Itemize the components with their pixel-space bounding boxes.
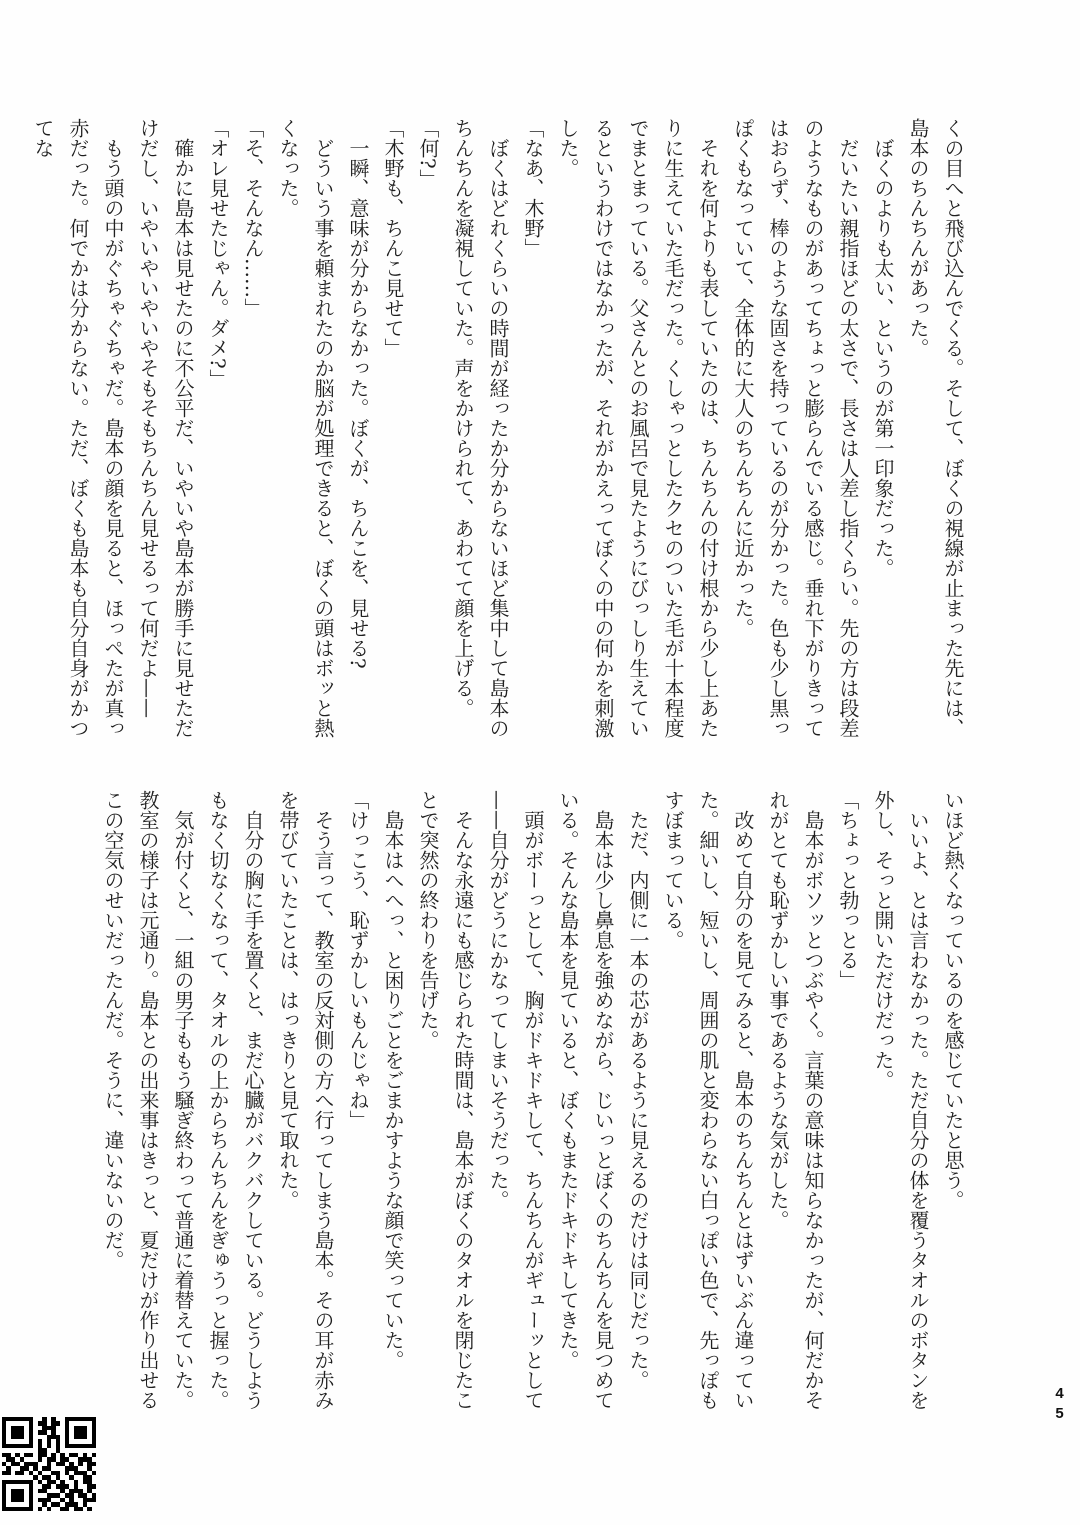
paragraph: 自分の胸に手を置くと、まだ心臓がバクバクしている。どうしようもなく切なくなって、タオルの上からちんちんをぎゅうっと握った。 xyxy=(206,790,265,1410)
paragraph: だいたい親指ほどの太さで、長さは人差し指くらい。先の方は段差のようなものがあってちょっと膨らんでいる感じ。垂れ下がりきってはおらず、棒のような固さを持っているのが分かった。色も少し黒っぽくもなっていて、全体的に大人のちんちんに近かった。 xyxy=(731,118,860,738)
qr-code xyxy=(2,1417,96,1511)
paragraph: 「何?」 xyxy=(416,118,440,189)
paragraph: いほど熱くなっているのを感じていたと思う。 xyxy=(941,790,965,1210)
text-section-bottom xyxy=(95,790,970,1422)
paragraph: そう言って、教室の反対側の方へ行ってしまう島本。その耳が赤みを帯びていたことは、はっきりと見て取れた。 xyxy=(276,790,335,1410)
paragraph: もう頭の中がぐちゃぐちゃだ。島本の顔を見ると、ほっぺたが真っ赤だった。何でかは分からない。ただ、ぼくも島本も自分自身がかつてな xyxy=(31,118,125,738)
paragraph: それを何よりも表していたのは、ちんちんの付け根から少し上あたりに生えていた毛だった。くしゃっとしたクセのついた毛が十本程度でまとまっている。父さんとのお風呂で見たようにびっしり生えているというわけではなかったが、それがかえってぼくの中の何かを刺激した。 xyxy=(556,118,720,738)
paragraph: ぼくはどれくらいの時間が経ったか分からないほど集中して島本のちんちんを凝視していた。声をかけられて、あわてて顔を上げる。 xyxy=(451,118,510,738)
paragraph: 島本はへへっ、と困りごとをごまかすような顔で笑っていた。 xyxy=(381,810,405,1370)
paragraph: 「オレ見せたじゃん。ダメ?」 xyxy=(206,118,230,389)
paragraph: そんな永遠にも感じられた時間は、島本がぼくのタオルを閉じたことで突然の終わりを告げた。 xyxy=(416,790,475,1410)
paragraph: 島本は少し鼻息を強めながら、じいっとぼくのちんちんを見つめている。そんな島本を見ていると、ぼくもまたドキドキしてきた。 xyxy=(556,790,615,1410)
paragraph: ぼくのよりも太い、というのが第一印象だった。 xyxy=(871,138,895,578)
paragraph: 一瞬、意味が分からなかった。ぼくが、ちんこを、見せる? xyxy=(346,138,370,669)
paragraph: 「けっこう、恥ずかしいもんじゃね」 xyxy=(346,790,370,1130)
paragraph: 気が付くと、一組の男子ももう騒ぎ終わって普通に着替えていた。教室の様子は元通り。島本との出来事はきっと、夏だけが作り出せるこの空気のせいだったんだ。そうに、違いないのだ。 xyxy=(101,790,195,1410)
paragraph: 改めて自分のを見てみると、島本のちんちんとはずいぶん違っていた。細いし、短いし、周囲の肌と変わらない白っぽい色で、先っぽもすぼまっている。 xyxy=(661,790,755,1410)
paragraph: 頭がボーっとして、胸がドキドキして、ちんちんがギューッとして——自分がどうにかなってしまいそうだった。 xyxy=(486,790,545,1410)
text-section-top xyxy=(25,118,970,750)
paragraph: 島本がボソッとつぶやく。言葉の意味は知らなかったが、何だかそれがとても恥ずかしい事であるような気がした。 xyxy=(766,790,825,1410)
paragraph: 「ちょっと勃っとる」 xyxy=(836,790,860,990)
paragraph: 「そ、そんなん……」 xyxy=(241,118,265,318)
paragraph: どういう事を頼まれたのか脳が処理できると、ぼくの頭はボッと熱くなった。 xyxy=(276,118,335,738)
paragraph: 「木野も、ちんこ見せて」 xyxy=(381,118,405,358)
paragraph: 「なあ、木野」 xyxy=(521,118,545,258)
paragraph: くの目へと飛び込んでくる。そして、ぼくの視線が止まった先には、島本のちんちんがあった。 xyxy=(906,118,965,738)
paragraph: ただ、内側に一本の芯があるように見えるのだけは同じだった。 xyxy=(626,810,650,1390)
page-number: 45 xyxy=(1051,1385,1068,1425)
paragraph: 確かに島本は見せたのに不公平だ、いやいや島本が勝手に見せただけだし、いやいやいやいやそもそもちんちん見せるって何だよ—— xyxy=(136,118,195,738)
paragraph: いいよ、とは言わなかった。ただ自分の体を覆うタオルのボタンを外し、そっと開いただけだった。 xyxy=(871,790,930,1410)
